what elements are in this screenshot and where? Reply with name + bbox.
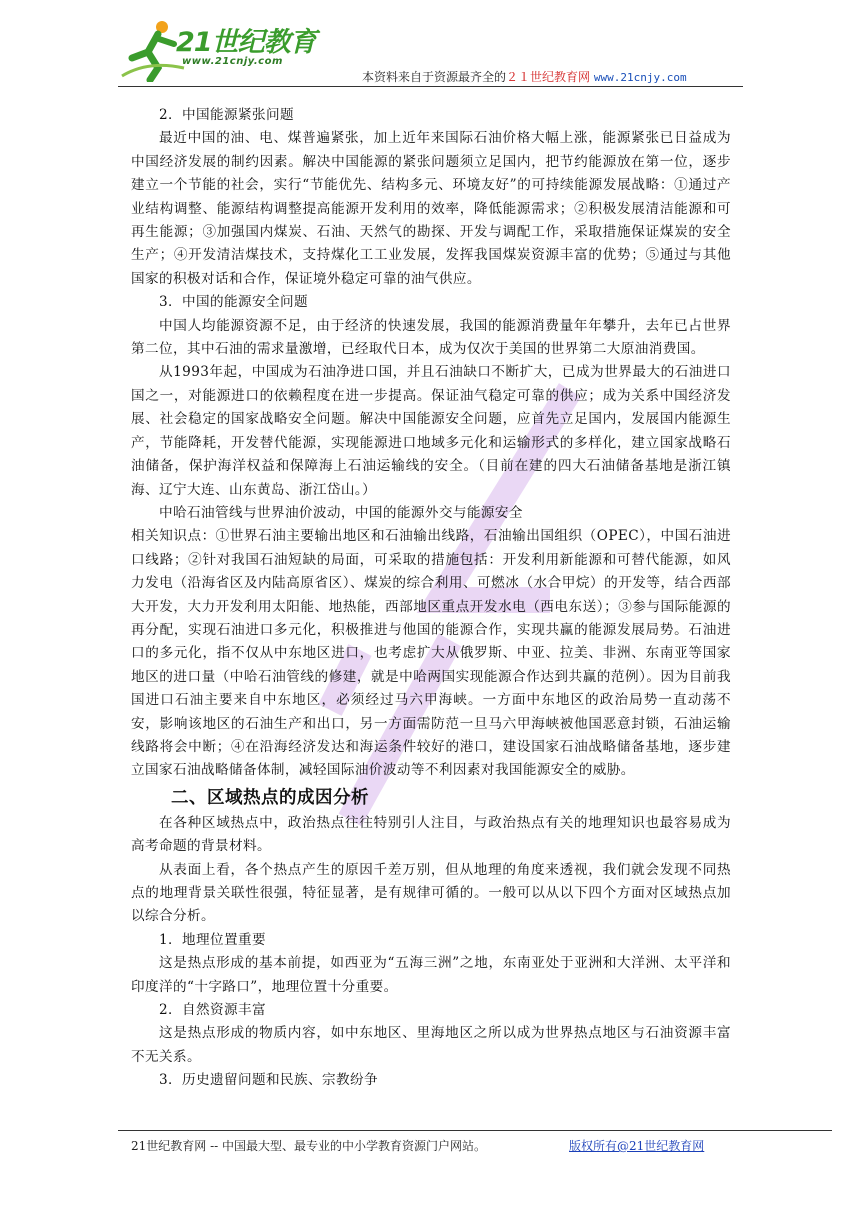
paragraph: 从1993年起，中国成为石油净进口国，并且石油缺口不断扩大，已成为世界最大的石油进口国之一，对能源进口的依赖程度在进一步提高。保证油气稳定可靠的供应；成为关系中国经济发展、社会稳定的国家战略安全问题。解决中国能源安全问题，应首先立足国内，发展国内能源生产，节能降耗，开发替代能源，实现能源进口地域多元化和运输形式的多样化，建立国家战略石油储备，保护海洋权益和保障海上石油运输线的安全。（目前在建的四大石油储备基地是浙江镇海、辽宁大连、山东黄岛、浙江岱山。） (131, 364, 731, 498)
document-body (131, 104, 731, 1093)
site-logo[interactable] (118, 18, 348, 82)
subheading-resources: 2．自然资源丰富 (159, 1002, 267, 1019)
header-source-note (362, 68, 687, 85)
paragraph: 这是热点形成的基本前提，如西亚为“五海三洲”之地，东南亚处于亚洲和大洋洲、太平洋和印度洋的“十字路口”，地理位置十分重要。 (131, 955, 731, 995)
paragraph: 中哈石油管线与世界油价波动，中国的能源外交与能源安全 (159, 504, 523, 521)
header-note-url[interactable]: www.21cnjy.com (593, 71, 687, 84)
section-title-hotspot-analysis: 二、区域热点的成因分析 (171, 787, 369, 808)
header-note-site: ２１世纪教育网 (506, 70, 591, 84)
subheading-history: 3．历史遗留问题和民族、宗教纷争 (159, 1072, 378, 1089)
paragraph: 最近中国的油、电、煤普遍紧张，加上近年来国际石油价格大幅上涨，能源紧张已日益成为中国经济发展的制约因素。解决中国能源的紧张问题须立足国内，把节约能源放在第一位，逐步建立一个节能的社会，实行“节能优先、结构多元、环境友好”的可持续能源发展战略：①通过产业结构调整、能源结构调整提高能源开发利用的效率，降低能源需求；②积极发展清洁能源和可再生能源；③加强国内煤炭、石油、天然气的勘探、开发与调配工作，采取措施保证煤炭的安全生产；④开发清洁煤技术，支持煤化工工业发展，发挥我国煤炭资源丰富的优势；⑤通过与其他国家的积极对话和合作，保证境外稳定可靠的油气供应。 (131, 130, 731, 287)
paragraph: 在各种区域热点中，政治热点往往特别引人注目，与政治热点有关的地理知识也最容易成为高考命题的背景材料。 (131, 814, 731, 855)
footer-copyright-link[interactable]: 版权所有@21世纪教育网 (569, 1139, 705, 1153)
page-header (0, 0, 860, 92)
paragraph-knowledge-points: 相关知识点：①世界石油主要输出地区和石油输出线路，石油输出国组织（OPEC），中国石油进口线路；②针对我国石油短缺的局面，可采取的措施包括：开发利用新能源和可替代能源，如风力发电（沿海省区及内陆高原省区）、煤炭的综合利用、可燃冰（水合甲烷）的开发等，结合西部大开发，大力开发利用太阳能、地热能，西部地区重点开发水电（西电东送）；③参与国际能源的再分配，实现石油进口多元化，积极推进与他国的能源合作，实现共赢的能源发展局势。石油进口的多元化，指不仅从中东地区进口，也考虑扩大从俄罗斯、中亚、拉美、非洲、东南亚等国家地区的进口量（中哈石油管线的修建，就是中哈两国实现能源合作达到共赢的范例）。因为目前我国进口石油主要来自中东地区，必须经过马六甲海峡。一方面中东地区的政治局势一直动荡不安，影响该地区的石油生产和出口，另一方面需防范一旦马六甲海峡被他国恶意封锁，石油运输线路将会中断；④在沿海经济发达和海运条件较好的港口，建设国家石油战略储备基地，逐步建立国家石油战略储备体制，减轻国际油价波动等不利因素对我国能源安全的威胁。 (131, 528, 731, 779)
footer-divider (118, 1130, 832, 1131)
paragraph: 中国人均能源资源不足，由于经济的快速发展，我国的能源消费量年年攀升，去年已占世界第二位，其中石油的需求量激增，已经取代日本，成为仅次于美国的世界第二大原油消费国。 (131, 317, 731, 358)
paragraph: 从表面上看，各个热点产生的原因千差万别，但从地理的角度来透视，我们就会发现不同热点的地理背景关联性很强，特征显著，是有规律可循的。一般可以从以下四个方面对区域热点加以综合分析。 (131, 861, 731, 925)
page-footer (131, 1137, 751, 1154)
logo-url: www.21cnjy.com (182, 56, 283, 67)
paragraph: 这是热点形成的物质内容，如中东地区、里海地区之所以成为世界热点地区与石油资源丰富不无关系。 (131, 1025, 731, 1065)
header-divider (118, 86, 743, 87)
logo-wordmark: 21世纪教育 (176, 27, 316, 58)
header-note-prefix: 本资料来自于资源最齐全的 (362, 70, 507, 84)
section-heading-energy-security: 3．中国的能源安全问题 (159, 294, 308, 311)
section-heading-energy-shortage: 2．中国能源紧张问题 (159, 107, 294, 123)
footer-description: 21世纪教育网 -- 中国最大型、最专业的中小学教育资源门户网站。 (131, 1139, 487, 1153)
subheading-location: 1．地理位置重要 (159, 931, 267, 948)
